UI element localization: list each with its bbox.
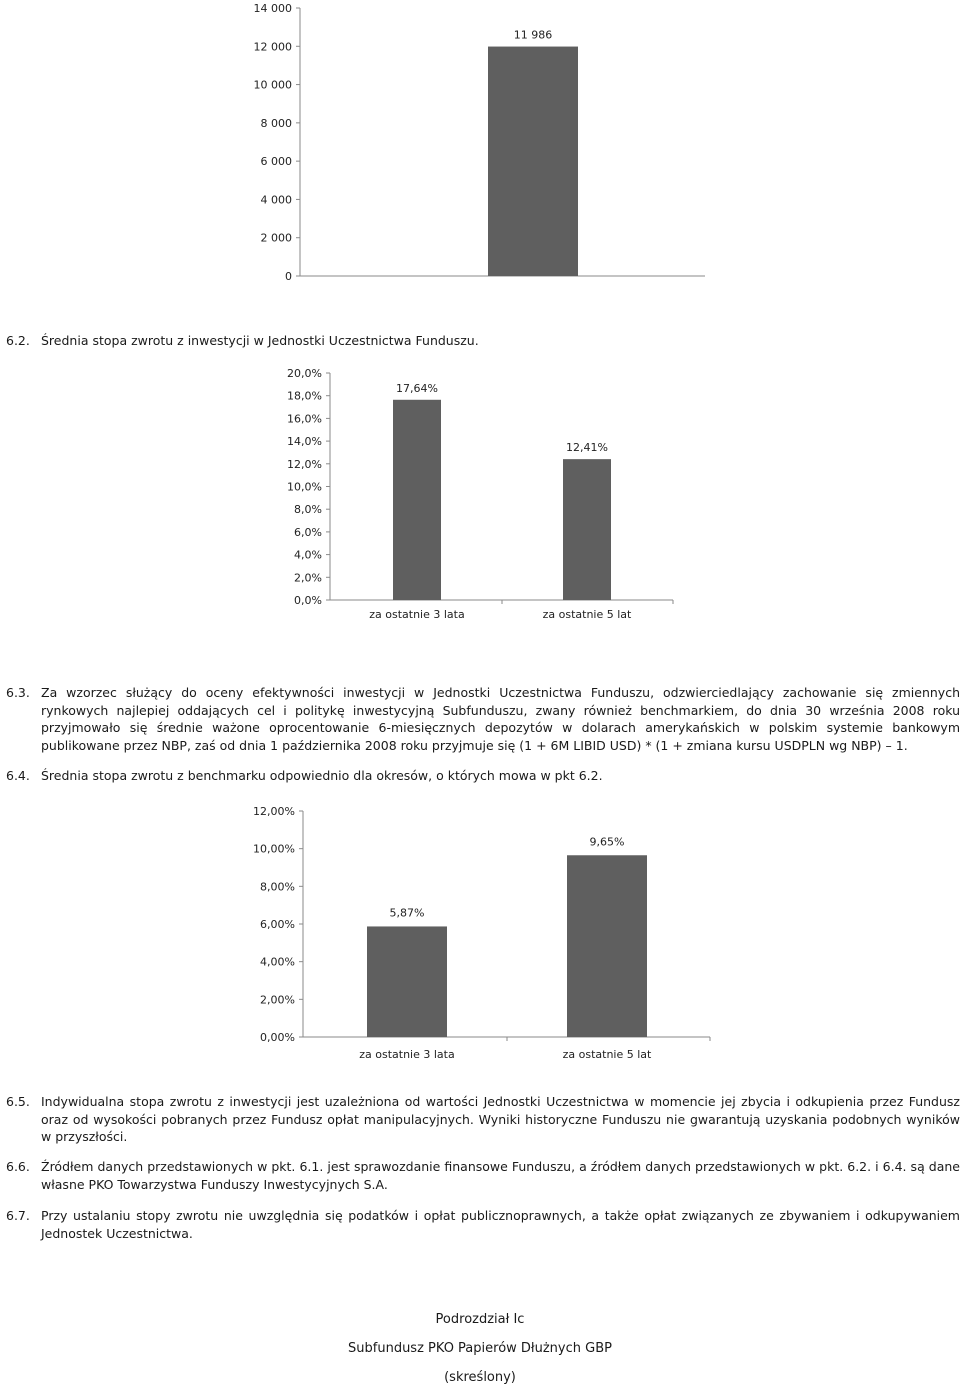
y-tick-label: 14,0% bbox=[287, 435, 322, 449]
y-tick-label: 4 000 bbox=[260, 193, 292, 207]
section-text: Indywidualna stopa zwrotu z inwestycji jest uzależniona od wartości Jednostki Uczestnictwa w momencie jej zbycia i odkupienia przez Fundusz oraz od wysokości pobranych przez Fundusz opłat manipulacyjnych. Wyniki historyczne Funduszu nie gwarantują uzyskania podobnych wyników w przyszłości. bbox=[41, 1094, 960, 1145]
bar bbox=[567, 855, 647, 1037]
chart-benchmark-return-svg bbox=[240, 800, 720, 1068]
y-tick-label: 6,0% bbox=[294, 525, 322, 539]
section-6-4 bbox=[6, 767, 960, 785]
bar bbox=[393, 400, 441, 600]
section-number: 6.7. bbox=[6, 1208, 30, 1223]
y-tick-label: 4,00% bbox=[260, 955, 295, 969]
x-category-label: za ostatnie 3 lata bbox=[359, 1048, 455, 1061]
section-number: 6.3. bbox=[6, 685, 30, 700]
chart-fund-return-svg bbox=[270, 362, 700, 627]
chart-net-assets bbox=[240, 0, 710, 290]
y-tick-label: 12,0% bbox=[287, 457, 322, 471]
x-category-label: za ostatnie 3 lata bbox=[369, 608, 465, 621]
y-tick-label: 2 000 bbox=[260, 231, 292, 245]
y-tick-label: 6,00% bbox=[260, 918, 295, 931]
bar bbox=[563, 459, 611, 600]
y-tick-label: 10,00% bbox=[253, 842, 295, 856]
y-tick-label: 8,00% bbox=[260, 880, 295, 894]
section-6-2 bbox=[6, 332, 960, 350]
subchapter-heading: Podrozdział Ic bbox=[435, 1312, 525, 1327]
section-text: Średnia stopa zwrotu z inwestycji w Jednostki Uczestnictwa Funduszu. bbox=[41, 333, 479, 348]
y-tick-label: 14 000 bbox=[253, 2, 292, 15]
x-category-label: za ostatnie 5 lat bbox=[542, 608, 632, 621]
section-number: 6.6. bbox=[6, 1159, 30, 1174]
section-6-6 bbox=[6, 1158, 960, 1193]
section-number: 6.5. bbox=[6, 1094, 30, 1109]
data-label: 12,41% bbox=[566, 441, 608, 455]
y-tick-label: 6 000 bbox=[260, 155, 292, 169]
section-number: 6.4. bbox=[6, 768, 30, 783]
section-text: Za wzorzec służący do oceny efektywności inwestycji w Jednostki Uczestnictwa Funduszu, odzwierciedlający zachowanie się zmiennych rynkowych najlepiej oddających cel i politykę inwestycyjną Subfunduszu, zwany również benchmarkiem, do dnia 30 września 2008 roku przyjmowało się średnie ważone oprocentowanie 6-miesięcznych depozytów w dolarach amerykańskich w polskim systemie bankowym publikowane przez NBP, zaś od dnia 1 października 2008 roku przyjmuje się (1 + 6M LIBID USD) * (1 + zmiana kursu USDPLN wg NBP) – 1. bbox=[41, 685, 960, 753]
y-tick-label: 10,0% bbox=[287, 480, 322, 494]
y-tick-label: 2,00% bbox=[260, 993, 295, 1007]
section-6-3 bbox=[6, 684, 960, 754]
y-tick-label: 18,0% bbox=[287, 389, 322, 403]
section-number: 6.2. bbox=[6, 333, 30, 348]
y-tick-label: 2,0% bbox=[294, 571, 322, 585]
y-tick-label: 12 000 bbox=[253, 40, 292, 54]
y-tick-label: 8 000 bbox=[260, 116, 292, 130]
y-tick-label: 16,0% bbox=[287, 412, 322, 426]
chart-benchmark-return bbox=[240, 800, 720, 1068]
struck-note: (skreślony) bbox=[444, 1370, 516, 1385]
data-label: 5,87% bbox=[389, 906, 425, 920]
bar bbox=[367, 926, 447, 1037]
y-tick-label: 20,0% bbox=[287, 367, 322, 380]
section-text: Źródłem danych przedstawionych w pkt. 6.1. jest sprawozdanie finansowe Funduszu, a źródłem danych przedstawionych w pkt. 6.2. i 6.4. są dane własne PKO Towarzystwa Funduszy Inwestycyjnych S.A. bbox=[41, 1159, 960, 1192]
chart-net-assets-svg bbox=[240, 0, 710, 290]
x-category-label: za ostatnie 5 lat bbox=[562, 1048, 652, 1061]
data-label: 9,65% bbox=[589, 835, 625, 849]
section-6-7 bbox=[6, 1207, 960, 1242]
y-tick-label: 4,0% bbox=[294, 548, 322, 562]
y-tick-label: 0,00% bbox=[260, 1031, 295, 1044]
data-label: 11 986 bbox=[513, 28, 553, 42]
section-text: Średnia stopa zwrotu z benchmarku odpowiednio dla okresów, o których mowa w pkt 6.2. bbox=[41, 768, 603, 783]
section-text: Przy ustalaniu stopy zwrotu nie uwzględnia się podatków i opłat publicznoprawnych, a także opłat związanych ze zbywaniem i odkupywaniem Jednostek Uczestnictwa. bbox=[41, 1208, 960, 1241]
data-label: 17,64% bbox=[396, 381, 438, 395]
subfund-name: Subfundusz PKO Papierów Dłużnych GBP bbox=[348, 1341, 612, 1356]
y-tick-label: 8,0% bbox=[294, 503, 322, 517]
bar bbox=[488, 47, 578, 276]
y-tick-label: 0 bbox=[285, 270, 292, 283]
chart-fund-return bbox=[270, 362, 700, 627]
y-tick-label: 10 000 bbox=[253, 78, 292, 92]
y-tick-label: 0,0% bbox=[294, 594, 322, 607]
section-6-5 bbox=[6, 1093, 960, 1146]
y-tick-label: 12,00% bbox=[253, 805, 295, 818]
